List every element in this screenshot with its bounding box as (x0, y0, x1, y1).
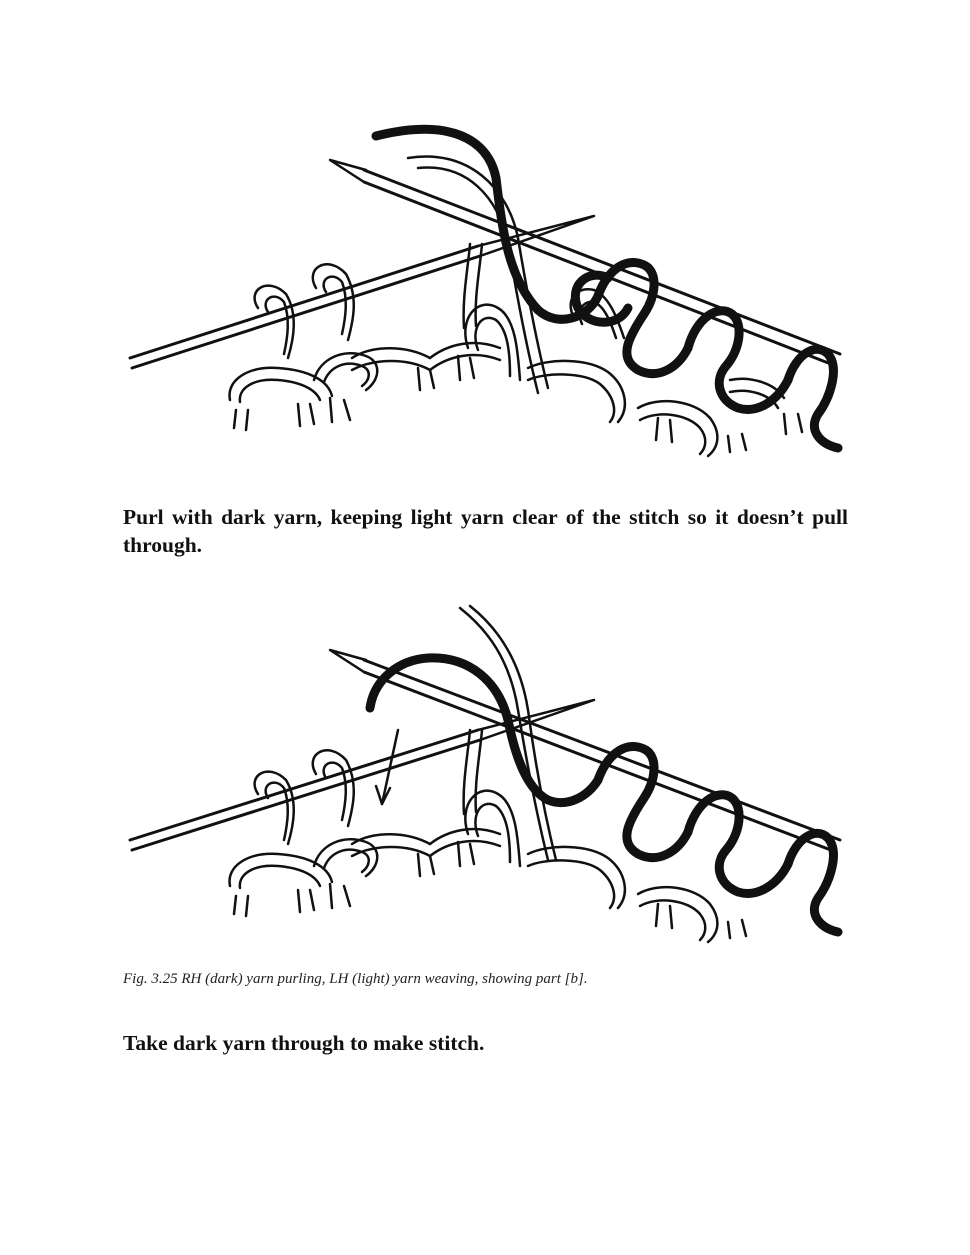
right-needle (330, 650, 840, 852)
figure-caption: Fig. 3.25 RH (dark) yarn purling, LH (light) yarn weaving, showing part [b]. (123, 971, 588, 987)
instruction-purl-dark-yarn: Purl with dark yarn, keeping light yarn clear of the stitch so it doesn’t pull through. (123, 505, 848, 557)
instruction-take-dark-yarn: Take dark yarn through to make stitch. (123, 1031, 485, 1055)
fabric-loops (230, 343, 802, 456)
right-needle (330, 160, 840, 366)
knitting-illustration-2 (118, 600, 848, 950)
knitting-illustration-1 (118, 118, 848, 463)
fabric-loops (230, 829, 746, 942)
dark-yarn (376, 129, 838, 448)
dark-yarn (370, 658, 838, 932)
